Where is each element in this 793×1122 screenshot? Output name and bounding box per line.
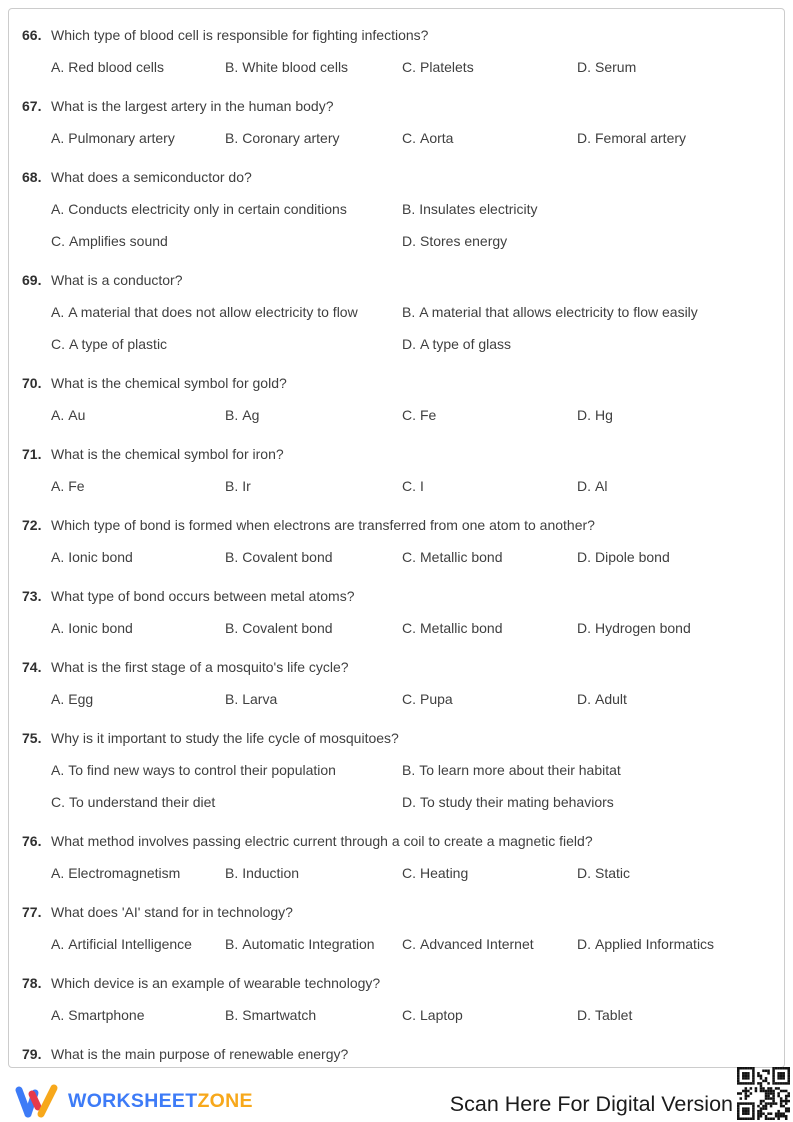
question-74 — [9, 659, 784, 707]
question-line — [9, 517, 784, 533]
option-label: A. — [51, 620, 65, 636]
option-label: A. — [51, 691, 65, 707]
option-D — [402, 233, 507, 249]
question-72 — [9, 517, 784, 565]
question-text: What method involves passing electric current through a coil to create a magnetic field? — [51, 833, 593, 849]
option-text: To understand their diet — [69, 794, 216, 810]
option-label: D. — [577, 936, 591, 952]
option-text: A material that allows electricity to flow easily — [419, 304, 698, 320]
option-text: Metallic bond — [420, 620, 503, 636]
option-text: Hg — [595, 407, 613, 423]
option-label: C. — [51, 336, 65, 352]
question-line — [9, 27, 784, 43]
option-label: B. — [225, 1007, 239, 1023]
option-C — [51, 233, 168, 249]
option-D — [577, 1007, 632, 1023]
worksheetzone-logo — [14, 1083, 253, 1119]
option-text: Dipole bond — [595, 549, 670, 565]
option-D — [577, 478, 607, 494]
option-label: A. — [51, 936, 65, 952]
option-label: D. — [402, 233, 416, 249]
option-text: A material that does not allow electricity to flow — [68, 304, 358, 320]
question-79 — [9, 1046, 784, 1062]
question-line — [9, 169, 784, 185]
option-label: A. — [51, 304, 65, 320]
option-text: Al — [595, 478, 608, 494]
question-line — [9, 375, 784, 391]
option-A — [51, 478, 85, 494]
options-row — [9, 549, 784, 565]
option-label: B. — [225, 478, 239, 494]
options-row — [9, 691, 784, 707]
option-label: B. — [225, 865, 239, 881]
options-row — [9, 304, 784, 320]
option-label: B. — [225, 407, 239, 423]
question-76 — [9, 833, 784, 881]
option-text: A type of plastic — [69, 336, 168, 352]
question-number: 72. — [22, 517, 42, 533]
question-text: What is the chemical symbol for gold? — [51, 375, 287, 391]
option-D — [577, 59, 636, 75]
option-text: Advanced Internet — [420, 936, 534, 952]
option-label: D. — [577, 691, 591, 707]
option-text: A type of glass — [420, 336, 512, 352]
option-label: A. — [51, 478, 65, 494]
option-label: A. — [51, 549, 65, 565]
question-text: Which type of bond is formed when electrons are transferred from one atom to another? — [51, 517, 595, 533]
options-row — [9, 936, 784, 952]
option-D — [577, 130, 686, 146]
question-text: What does a semiconductor do? — [51, 169, 252, 185]
option-label: D. — [577, 59, 591, 75]
option-B — [402, 201, 538, 217]
option-label: B. — [225, 691, 239, 707]
question-67 — [9, 98, 784, 146]
worksheetzone-logo-icon — [14, 1083, 60, 1119]
question-number: 67. — [22, 98, 42, 114]
option-C — [402, 59, 474, 75]
option-label: A. — [51, 130, 65, 146]
option-label: C. — [402, 130, 416, 146]
question-text: What is a conductor? — [51, 272, 183, 288]
question-75 — [9, 730, 784, 810]
option-B — [225, 407, 259, 423]
option-label: D. — [577, 1007, 591, 1023]
option-text: Laptop — [420, 1007, 463, 1023]
option-label: B. — [402, 762, 416, 778]
option-label: C. — [402, 865, 416, 881]
option-text: Serum — [595, 59, 637, 75]
question-text: What type of bond occurs between metal atoms? — [51, 588, 355, 604]
option-D — [577, 936, 714, 952]
option-C — [402, 478, 424, 494]
option-text: Insulates electricity — [419, 201, 538, 217]
options-row — [9, 407, 784, 423]
question-number: 69. — [22, 272, 42, 288]
option-A — [51, 865, 180, 881]
option-B — [225, 549, 333, 565]
option-B — [225, 59, 348, 75]
option-A — [51, 549, 133, 565]
option-A — [51, 936, 192, 952]
question-number: 66. — [22, 27, 42, 43]
option-label: D. — [577, 478, 591, 494]
option-text: Hydrogen bond — [595, 620, 691, 636]
option-label: A. — [51, 201, 65, 217]
option-B — [225, 936, 375, 952]
option-label: B. — [225, 549, 239, 565]
option-C — [402, 936, 534, 952]
option-label: C. — [402, 620, 416, 636]
question-number: 70. — [22, 375, 42, 391]
question-line — [9, 659, 784, 675]
logo-text — [68, 1083, 253, 1119]
option-A — [51, 201, 347, 217]
option-text: To find new ways to control their population — [68, 762, 336, 778]
option-text: Stores energy — [420, 233, 508, 249]
question-number: 77. — [22, 904, 42, 920]
option-C — [402, 1007, 463, 1023]
question-77 — [9, 904, 784, 952]
option-C — [402, 865, 468, 881]
option-label: C. — [402, 936, 416, 952]
option-text: Metallic bond — [420, 549, 503, 565]
option-label: C. — [402, 478, 416, 494]
option-label: B. — [225, 59, 239, 75]
option-B — [402, 762, 621, 778]
options-row — [9, 201, 784, 217]
option-text: I — [420, 478, 424, 494]
option-A — [51, 762, 336, 778]
option-C — [402, 691, 453, 707]
option-text: Smartwatch — [242, 1007, 317, 1023]
question-78 — [9, 975, 784, 1023]
option-text: Induction — [242, 865, 300, 881]
option-text: Tablet — [595, 1007, 633, 1023]
option-label: C. — [402, 1007, 416, 1023]
option-text: Artificial Intelligence — [68, 936, 192, 952]
option-label: C. — [51, 794, 65, 810]
option-label: A. — [51, 865, 65, 881]
option-B — [225, 130, 340, 146]
options-row — [9, 130, 784, 146]
question-line — [9, 446, 784, 462]
question-line — [9, 975, 784, 991]
option-A — [51, 59, 164, 75]
scan-here-text: Scan Here For Digital Version — [449, 1092, 733, 1116]
question-71 — [9, 446, 784, 494]
option-D — [402, 794, 614, 810]
option-label: D. — [577, 549, 591, 565]
option-text: Ionic bond — [68, 549, 133, 565]
question-line — [9, 1046, 784, 1062]
option-text: Au — [68, 407, 86, 423]
option-A — [51, 620, 133, 636]
option-A — [51, 304, 358, 320]
questions-panel — [8, 8, 785, 1068]
question-text: What is the largest artery in the human body? — [51, 98, 334, 114]
option-text: Pupa — [420, 691, 453, 707]
option-text: Ionic bond — [68, 620, 133, 636]
options-row — [9, 478, 784, 494]
option-D — [577, 865, 630, 881]
question-text: What is the chemical symbol for iron? — [51, 446, 284, 462]
option-label: A. — [51, 59, 65, 75]
option-B — [225, 478, 251, 494]
options-row — [9, 620, 784, 636]
option-text: Femoral artery — [595, 130, 687, 146]
option-text: Platelets — [420, 59, 474, 75]
option-D — [577, 549, 670, 565]
option-label: D. — [577, 620, 591, 636]
option-label: C. — [402, 549, 416, 565]
question-number: 78. — [22, 975, 42, 991]
option-text: Larva — [242, 691, 278, 707]
question-number: 79. — [22, 1046, 42, 1062]
option-label: D. — [577, 865, 591, 881]
question-69 — [9, 272, 784, 352]
option-text: To study their mating behaviors — [420, 794, 614, 810]
option-text: Fe — [68, 478, 85, 494]
option-C — [402, 549, 503, 565]
option-label: C. — [402, 59, 416, 75]
option-text: Pulmonary artery — [68, 130, 175, 146]
option-text: Egg — [68, 691, 94, 707]
option-text: Aorta — [420, 130, 454, 146]
option-label: D. — [577, 407, 591, 423]
question-line — [9, 730, 784, 746]
question-list — [9, 27, 784, 1062]
option-C — [402, 620, 503, 636]
option-label: D. — [402, 794, 416, 810]
option-text: Electromagnetism — [68, 865, 181, 881]
question-68 — [9, 169, 784, 249]
option-label: C. — [402, 407, 416, 423]
option-label: D. — [577, 130, 591, 146]
option-B — [225, 691, 277, 707]
option-B — [225, 1007, 316, 1023]
option-label: B. — [402, 201, 416, 217]
option-label: B. — [225, 620, 239, 636]
question-line — [9, 98, 784, 114]
options-row — [9, 59, 784, 75]
option-B — [225, 865, 299, 881]
question-number: 76. — [22, 833, 42, 849]
option-text: Ag — [242, 407, 260, 423]
option-text: Coronary artery — [242, 130, 340, 146]
options-row — [9, 794, 784, 810]
question-text: What does 'AI' stand for in technology? — [51, 904, 293, 920]
logo-text-zone: ZONE — [197, 1090, 253, 1112]
option-A — [51, 691, 93, 707]
option-text: Covalent bond — [242, 549, 333, 565]
option-text: Smartphone — [68, 1007, 145, 1023]
question-text: Which device is an example of wearable technology? — [51, 975, 381, 991]
option-D — [577, 407, 613, 423]
question-line — [9, 588, 784, 604]
question-text: Why is it important to study the life cycle of mosquitoes? — [51, 730, 399, 746]
option-C — [402, 130, 453, 146]
option-label: B. — [402, 304, 416, 320]
question-number: 71. — [22, 446, 42, 462]
question-text: What is the first stage of a mosquito's life cycle? — [51, 659, 349, 675]
option-text: Amplifies sound — [69, 233, 168, 249]
option-label: A. — [51, 1007, 65, 1023]
question-text: What is the main purpose of renewable energy? — [51, 1046, 349, 1062]
option-text: Automatic Integration — [242, 936, 375, 952]
option-text: Conducts electricity only in certain conditions — [68, 201, 347, 217]
question-number: 74. — [22, 659, 42, 675]
option-A — [51, 407, 85, 423]
question-73 — [9, 588, 784, 636]
option-text: Heating — [420, 865, 469, 881]
question-line — [9, 272, 784, 288]
option-text: Fe — [420, 407, 437, 423]
question-70 — [9, 375, 784, 423]
option-text: Covalent bond — [242, 620, 333, 636]
option-label: A. — [51, 407, 65, 423]
option-label: B. — [225, 936, 239, 952]
option-text: Static — [595, 865, 631, 881]
options-row — [9, 1007, 784, 1023]
option-C — [51, 336, 167, 352]
option-C — [402, 407, 436, 423]
question-line — [9, 904, 784, 920]
option-text: Ir — [242, 478, 251, 494]
question-line — [9, 833, 784, 849]
options-row — [9, 336, 784, 352]
option-label: D. — [402, 336, 416, 352]
options-row — [9, 762, 784, 778]
question-text: Which type of blood cell is responsible for fighting infections? — [51, 27, 429, 43]
option-B — [225, 620, 333, 636]
question-number: 73. — [22, 588, 42, 604]
option-label: A. — [51, 762, 65, 778]
option-text: White blood cells — [242, 59, 349, 75]
option-label: B. — [225, 130, 239, 146]
question-66 — [9, 27, 784, 75]
option-A — [51, 1007, 145, 1023]
option-A — [51, 130, 175, 146]
qr-code — [737, 1067, 790, 1120]
option-D — [577, 620, 691, 636]
question-number: 68. — [22, 169, 42, 185]
option-D — [577, 691, 627, 707]
options-row — [9, 233, 784, 249]
option-B — [402, 304, 698, 320]
option-text: Applied Informatics — [595, 936, 715, 952]
question-number: 75. — [22, 730, 42, 746]
option-label: C. — [402, 691, 416, 707]
option-text: To learn more about their habitat — [419, 762, 621, 778]
option-label: C. — [51, 233, 65, 249]
option-text: Adult — [595, 691, 627, 707]
options-row — [9, 865, 784, 881]
logo-text-worksheet: WORKSHEET — [68, 1090, 198, 1112]
option-C — [51, 794, 215, 810]
option-D — [402, 336, 511, 352]
option-text: Red blood cells — [68, 59, 164, 75]
